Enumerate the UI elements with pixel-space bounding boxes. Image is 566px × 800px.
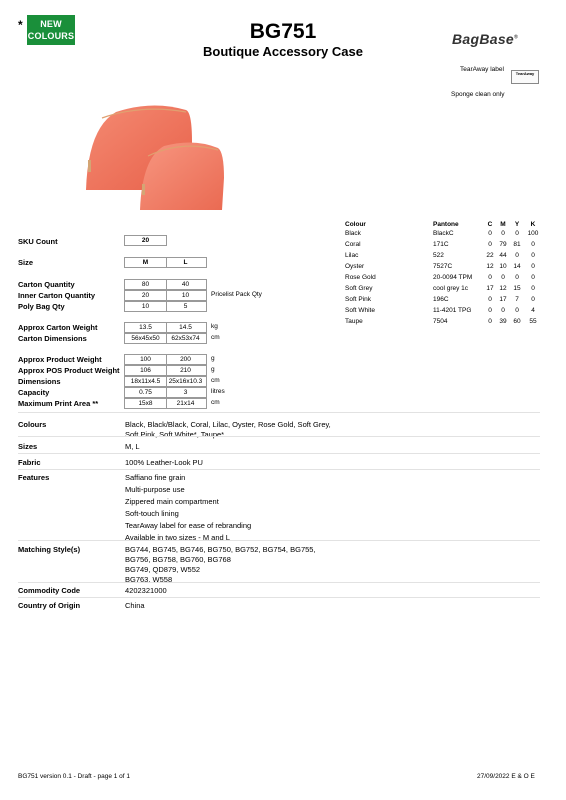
feature-item: Multi-purpose use <box>125 485 185 494</box>
fabric-label: Fabric <box>18 458 41 467</box>
tearaway-label-text: TearAway label <box>460 66 504 73</box>
divider <box>18 453 540 454</box>
badge-line-new: NEW <box>40 19 62 29</box>
divider <box>18 412 540 413</box>
size-l: L <box>165 257 207 268</box>
print-area-l: 21x14 <box>165 398 207 409</box>
header-k: K <box>530 221 536 228</box>
colours-label: Colours <box>18 420 47 429</box>
inner-carton-note: Pricelist Pack Qty <box>211 291 262 298</box>
product-weight-m: 100 <box>124 354 167 365</box>
poly-bag-label: Poly Bag Qty <box>18 302 65 311</box>
inner-carton-l: 10 <box>165 290 207 301</box>
sizes-label: Sizes <box>18 442 38 451</box>
small-case-zip-pull <box>142 184 145 195</box>
tearaway-label-icon: TearAway <box>511 70 539 84</box>
colours-value: Black, Black/Black, Coral, Lilac, Oyster, Rose Gold, Soft Grey, Soft Pink, Soft White*, Taupe* <box>125 420 331 439</box>
capacity-unit: litres <box>211 388 225 395</box>
features-list <box>125 473 335 545</box>
fabric-value: 100% Leather-Look PU <box>125 458 203 467</box>
feature-item: Available in two sizes - M and L <box>125 533 230 542</box>
product-photo <box>82 98 228 216</box>
large-case-zip-pull <box>88 160 91 172</box>
product-name: Boutique Accessory Case <box>203 44 363 59</box>
country-of-origin-value: China <box>125 601 145 610</box>
carton-weight-label: Approx Carton Weight <box>18 323 98 332</box>
feature-item: Soft-touch lining <box>125 509 179 518</box>
capacity-l: 3 <box>165 387 207 398</box>
size-m: M <box>124 257 167 268</box>
inner-carton-label: Inner Carton Quantity <box>18 291 96 300</box>
carton-dimensions-label: Carton Dimensions <box>18 334 87 343</box>
carton-dimensions-l: 62x53x74 <box>165 333 207 344</box>
new-badge-star: * <box>18 18 23 32</box>
print-area-m: 15x8 <box>124 398 167 409</box>
divider <box>18 597 540 598</box>
sku-count-label: SKU Count <box>18 237 58 246</box>
header-colour: Colour <box>345 221 366 228</box>
header-m: M <box>500 221 506 228</box>
dimensions-l: 25x16x10.3 <box>165 376 207 387</box>
poly-bag-l: 5 <box>165 301 207 312</box>
sku-count-value: 20 <box>124 235 167 246</box>
badge-line-colours: COLOURS <box>27 31 75 41</box>
capacity-m: 0.75 <box>124 387 167 398</box>
inner-carton-m: 20 <box>124 290 167 301</box>
matching-styles-label: Matching Style(s) <box>18 545 81 554</box>
carton-dimensions-unit: cm <box>211 334 220 341</box>
carton-dimensions-m: 56x45x50 <box>124 333 167 344</box>
carton-quantity-l: 40 <box>165 279 207 290</box>
dimensions-m: 18x11x4.5 <box>124 376 167 387</box>
brand-name: BagBase <box>452 31 515 47</box>
carton-weight-m: 13.5 <box>124 322 167 333</box>
features-label: Features <box>18 473 50 482</box>
commodity-code-label: Commodity Code <box>18 586 81 595</box>
header-y: Y <box>514 221 520 228</box>
print-area-unit: cm <box>211 399 220 406</box>
feature-item: Zippered main compartment <box>125 497 219 506</box>
care-instruction: Sponge clean only <box>451 91 505 98</box>
divider <box>18 540 540 541</box>
size-label: Size <box>18 258 34 267</box>
header-c: C <box>487 221 493 228</box>
pos-weight-m: 106 <box>124 365 167 376</box>
divider <box>18 582 540 583</box>
brand-mark: ® <box>514 34 519 41</box>
footer-date: 27/09/2022 E & O E <box>477 773 535 780</box>
footer-version: BG751 version 0.1 - Draft - page 1 of 1 <box>18 773 131 780</box>
poly-bag-m: 10 <box>124 301 167 312</box>
carton-weight-unit: kg <box>211 323 218 330</box>
feature-item: TearAway label for ease of rebranding <box>125 521 252 530</box>
divider <box>18 436 540 437</box>
sizes-value: M, L <box>125 442 140 451</box>
pos-weight-l: 210 <box>165 365 207 376</box>
dimensions-unit: cm <box>211 377 220 384</box>
header-pantone: Pantone <box>433 221 459 228</box>
feature-item: Saffiano fine grain <box>125 473 186 482</box>
capacity-label: Capacity <box>18 388 50 397</box>
carton-weight-l: 14.5 <box>165 322 207 333</box>
dimensions-label: Dimensions <box>18 377 61 386</box>
pos-weight-label: Approx POS Product Weight <box>18 366 120 375</box>
commodity-code-value: 4202321000 <box>125 586 167 595</box>
print-area-label: Maximum Print Area ** <box>18 399 99 408</box>
carton-quantity-label: Carton Quantity <box>18 280 75 289</box>
product-weight-label: Approx Product Weight <box>18 355 102 364</box>
matching-styles-value: BG744, BG745, BG746, BG750, BG752, BG754, BG755, BG756, BG758, BG760, BG768 BG749, QD879, W552 BG763, W558 <box>125 545 316 584</box>
product-weight-unit: g <box>211 355 215 362</box>
divider <box>18 469 540 470</box>
product-weight-l: 200 <box>165 354 207 365</box>
country-of-origin-label: Country of Origin <box>18 601 81 610</box>
brand-logo <box>452 31 518 47</box>
pos-weight-unit: g <box>211 366 215 373</box>
product-code: BG751 <box>249 20 317 43</box>
carton-quantity-m: 80 <box>124 279 167 290</box>
